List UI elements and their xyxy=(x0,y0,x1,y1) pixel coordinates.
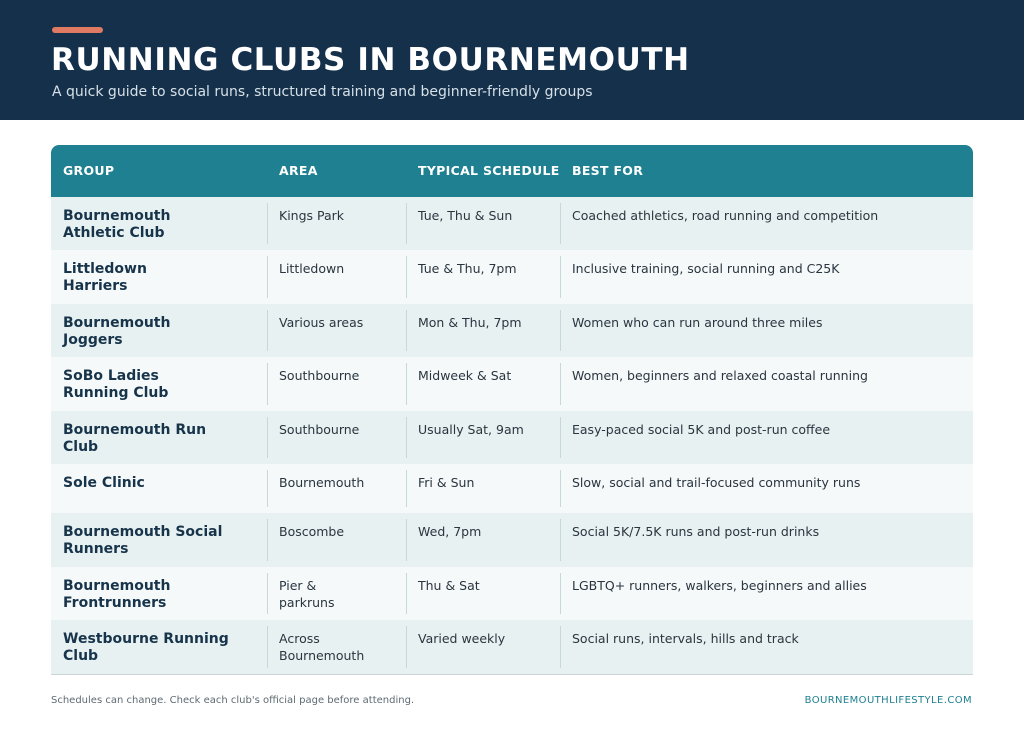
club-name xyxy=(63,368,253,402)
club-name-line: Bournemouth Run xyxy=(63,422,207,438)
column-separator xyxy=(406,519,407,561)
table-row xyxy=(51,197,973,250)
club-name-line: Runners xyxy=(63,541,129,557)
club-name-line: Littledown xyxy=(63,261,147,277)
club-name-line: Frontrunners xyxy=(63,595,167,611)
club-area xyxy=(279,523,399,540)
column-separator xyxy=(560,573,561,614)
club-area-line: Across xyxy=(279,631,320,646)
table-header xyxy=(51,145,973,197)
table-row xyxy=(51,411,973,464)
column-separator xyxy=(406,203,407,244)
club-name-line: SoBo Ladies xyxy=(63,368,159,384)
column-separator xyxy=(560,363,561,405)
club-name-line: Club xyxy=(63,439,99,455)
table-row xyxy=(51,567,973,620)
club-name xyxy=(63,422,253,456)
club-best-for: LGBTQ+ runners, walkers, beginners and allies xyxy=(572,578,867,593)
club-area xyxy=(279,260,399,277)
club-best-for: Social 5K/7.5K runs and post-run drinks xyxy=(572,524,820,539)
column-separator xyxy=(560,470,561,507)
column-separator xyxy=(267,470,268,507)
club-best-for: Coached athletics, road running and competition xyxy=(572,208,879,223)
table-row xyxy=(51,513,973,567)
club-name-line: Sole Clinic xyxy=(63,475,145,491)
club-area xyxy=(279,421,399,438)
club-area xyxy=(279,630,399,664)
club-name xyxy=(63,631,253,665)
club-area xyxy=(279,367,399,384)
club-area-line: Boscombe xyxy=(279,524,345,539)
club-area-line: Various areas xyxy=(279,315,364,330)
table-bottom-rule xyxy=(51,674,973,675)
club-name-line: Bournemouth xyxy=(63,578,171,594)
clubs-table xyxy=(51,145,973,674)
page-subtitle: A quick guide to social runs, structured training and beginner-friendly groups xyxy=(52,84,593,100)
page-title: RUNNING CLUBS IN BOURNEMOUTH xyxy=(51,42,690,78)
column-header-schedule: TYPICAL SCHEDULE xyxy=(418,163,560,178)
column-separator xyxy=(560,417,561,458)
club-name xyxy=(63,315,253,349)
club-schedule: Fri & Sun xyxy=(418,475,475,490)
club-schedule: Usually Sat, 9am xyxy=(418,422,524,437)
column-header-best-for: BEST FOR xyxy=(572,163,644,178)
column-header-group: GROUP xyxy=(63,163,115,178)
club-name xyxy=(63,524,253,558)
column-separator xyxy=(267,573,268,614)
club-name xyxy=(63,261,253,295)
club-name-line: Club xyxy=(63,648,99,664)
club-schedule: Tue, Thu & Sun xyxy=(418,208,513,223)
club-schedule: Tue & Thu, 7pm xyxy=(418,261,517,276)
club-area xyxy=(279,207,399,224)
column-separator xyxy=(560,626,561,668)
club-best-for: Social runs, intervals, hills and track xyxy=(572,631,799,646)
club-name-line: Running Club xyxy=(63,385,169,401)
column-separator xyxy=(406,573,407,614)
club-area-line: Kings Park xyxy=(279,208,345,223)
club-name-line: Bournemouth Social xyxy=(63,524,223,540)
column-separator xyxy=(406,310,407,351)
column-separator xyxy=(560,256,561,298)
club-name-line: Athletic Club xyxy=(63,225,165,241)
table-row xyxy=(51,250,973,304)
table-row xyxy=(51,304,973,357)
table-row xyxy=(51,620,973,674)
table-row xyxy=(51,357,973,411)
table-body xyxy=(51,197,973,674)
column-separator xyxy=(406,417,407,458)
column-separator xyxy=(267,363,268,405)
club-name xyxy=(63,475,253,492)
club-area-line: Pier & xyxy=(279,578,317,593)
club-name xyxy=(63,208,253,242)
club-area-line: Littledown xyxy=(279,261,345,276)
club-schedule: Varied weekly xyxy=(418,631,506,646)
column-separator xyxy=(406,626,407,668)
club-best-for: Easy-paced social 5K and post-run coffee xyxy=(572,422,831,437)
club-best-for: Women, beginners and relaxed coastal running xyxy=(572,368,868,383)
club-name-line: Bournemouth xyxy=(63,315,171,331)
accent-bar xyxy=(52,27,103,33)
footer-site-link[interactable]: BOURNEMOUTHLIFESTYLE.COM xyxy=(804,695,972,706)
club-schedule: Thu & Sat xyxy=(418,578,480,593)
club-schedule: Mon & Thu, 7pm xyxy=(418,315,522,330)
club-name-line: Harriers xyxy=(63,278,128,294)
column-separator xyxy=(560,519,561,561)
club-name xyxy=(63,578,253,612)
club-area-line: Southbourne xyxy=(279,422,360,437)
column-separator xyxy=(267,417,268,458)
column-separator xyxy=(560,203,561,244)
club-schedule: Midweek & Sat xyxy=(418,368,512,383)
column-header-area: AREA xyxy=(279,163,318,178)
column-separator xyxy=(406,470,407,507)
column-separator xyxy=(267,310,268,351)
club-best-for: Inclusive training, social running and C25K xyxy=(572,261,840,276)
club-area-line: Southbourne xyxy=(279,368,360,383)
club-area xyxy=(279,474,399,491)
club-area-line: Bournemouth xyxy=(279,475,365,490)
club-area-line: parkruns xyxy=(279,595,335,610)
column-separator xyxy=(267,256,268,298)
club-name-line: Westbourne Running xyxy=(63,631,229,647)
club-best-for: Women who can run around three miles xyxy=(572,315,823,330)
club-name-line: Joggers xyxy=(63,332,123,348)
column-separator xyxy=(406,256,407,298)
club-schedule: Wed, 7pm xyxy=(418,524,482,539)
column-separator xyxy=(560,310,561,351)
table-row xyxy=(51,464,973,513)
page-header xyxy=(0,0,1024,120)
column-separator xyxy=(267,203,268,244)
column-separator xyxy=(406,363,407,405)
club-area xyxy=(279,314,399,331)
column-separator xyxy=(267,519,268,561)
club-name-line: Bournemouth xyxy=(63,208,171,224)
club-area-line: Bournemouth xyxy=(279,648,365,663)
club-best-for: Slow, social and trail-focused community runs xyxy=(572,475,861,490)
column-separator xyxy=(267,626,268,668)
footer-note: Schedules can change. Check each club's official page before attending. xyxy=(51,695,415,706)
club-area xyxy=(279,577,399,611)
